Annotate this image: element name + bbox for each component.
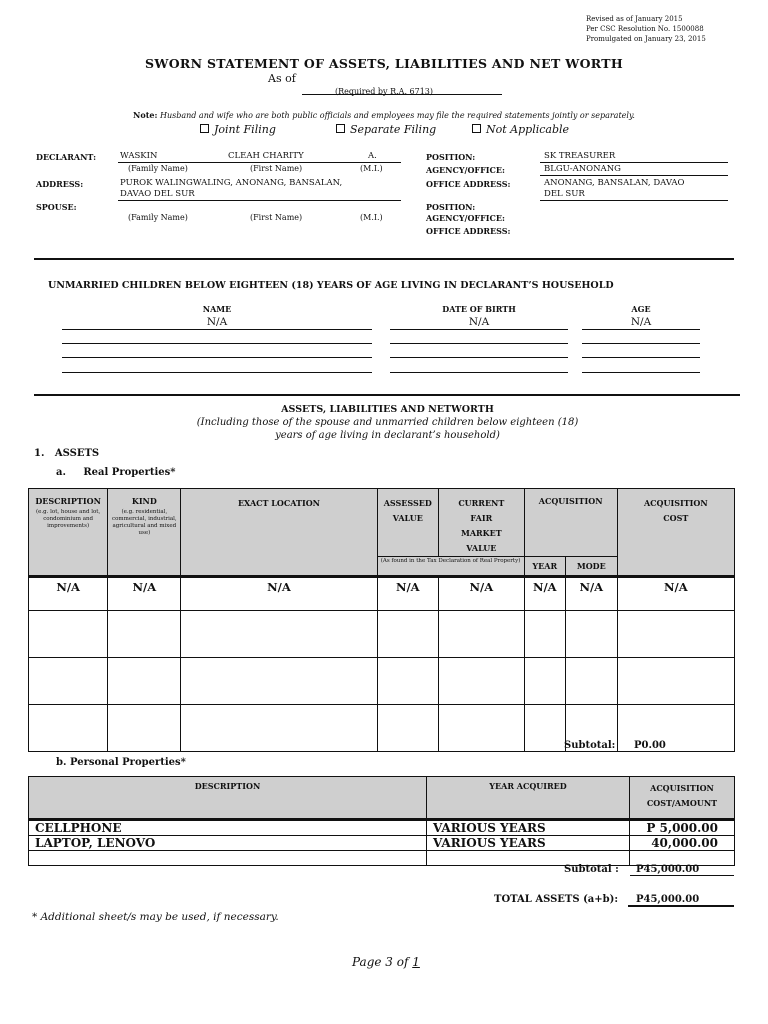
position-label: POSITION: [426,152,476,162]
header-fmv: CURRENT FAIR MARKET VALUE [439,489,525,557]
first-name-caption: (First Name) [250,164,303,173]
table-row [29,577,735,611]
children-age-header: AGE [631,304,651,314]
not-applicable-checkbox[interactable] [472,123,569,136]
personal-properties-heading: b. Personal Properties* [56,757,186,768]
item-year[interactable]: VARIOUS YEARS [427,820,630,836]
real-subtotal-label: Subtotal: [564,740,616,751]
child-row-line [62,357,372,358]
table-cell[interactable] [565,611,617,658]
spouse-position-label: POSITION: [426,202,476,212]
table-cell[interactable] [29,705,108,752]
child-row-line [390,372,568,373]
real-properties-heading: a. Real Properties* [56,467,176,478]
table-cell[interactable] [617,611,734,658]
agency-label: AGENCY/OFFICE: [426,165,505,175]
spouse-family-name-caption: (Family Name) [128,213,188,222]
checkbox-icon [336,124,345,133]
address-label: ADDRESS: [36,179,84,189]
alnw-subtitle: (Including those of the spouse and unmarried children below eighteen (18) [196,417,579,428]
table-cell[interactable] [524,705,565,752]
header-label: ACQUISITION [650,783,714,793]
table-row [29,658,735,705]
table-cell[interactable]: N/A [108,577,181,611]
table-cell[interactable] [524,611,565,658]
child-row-line [390,343,568,344]
table-cell[interactable]: N/A [617,577,734,611]
filing-option-label: Separate Filing [350,123,437,136]
table-cell[interactable]: N/A [29,577,108,611]
table-cell[interactable] [565,658,617,705]
table-cell[interactable] [377,611,439,658]
spouse-agency-label: AGENCY/OFFICE: [426,213,505,223]
table-header-row [29,489,735,557]
table-cell[interactable]: N/A [439,577,525,611]
spouse-first-name-caption: (First Name) [250,213,303,222]
header-fmv-note [377,557,524,577]
filing-option-label: Joint Filing [214,123,276,136]
header-note: (e.g. residential, commercial, industrial, agricultural and mixed use) [112,509,177,536]
table-cell[interactable] [29,658,108,705]
table-cell[interactable]: N/A [377,577,439,611]
child-row-line [390,357,568,358]
filing-note [0,110,768,120]
table-cell[interactable]: N/A [181,577,377,611]
alnw-subtitle: years of age living in declarant’s household) [275,430,500,441]
child-row-line [582,329,700,330]
revision-line: Revised as of January 2015 [586,15,683,23]
table-cell[interactable] [181,611,377,658]
table-cell[interactable] [617,658,734,705]
agency-line [540,175,728,176]
page-number [352,955,420,969]
declarant-first-name[interactable]: CLEAH CHARITY [228,151,304,161]
child-row-line [62,372,372,373]
table-cell[interactable] [108,705,181,752]
office-address-line-1[interactable]: ANONANG, BANSALAN, DAVAO [544,178,685,188]
header-location: EXACT LOCATION [181,489,377,577]
section-divider [34,394,740,396]
child-row-line [62,329,372,330]
table-row [29,836,735,851]
table-cell[interactable] [377,658,439,705]
header-acquisition-cost [630,777,735,820]
declarant-mi[interactable]: A. [368,151,377,161]
header-note: (e.g. lot, house and lot, condominium and improvements) [35,509,101,529]
required-by: (Required by R.A. 6713) [334,87,434,96]
table-row [29,611,735,658]
table-row [29,851,735,866]
header-note: (As found in the Tax Declaration of Real Property) [380,558,521,564]
note-text: Husband and wife who are both public officials and employees may file the required statements jointly or separately. [159,111,635,120]
office-address-line [540,200,728,201]
table-cell[interactable] [181,658,377,705]
header-label: KIND [131,496,157,506]
child-row-line [582,357,700,358]
table-cell[interactable]: N/A [565,577,617,611]
real-subtotal-value[interactable]: P0.00 [626,740,734,752]
filing-option-label: Not Applicable [486,123,570,136]
real-properties-table [28,488,735,752]
children-dob-header: DATE OF BIRTH [442,304,516,314]
spouse-mi-caption: (M.I.) [360,213,383,222]
child-row-line [582,372,700,373]
header-acquisition: ACQUISITION [524,489,617,557]
office-address-line-2[interactable]: DEL SUR [544,189,585,199]
header-kind [108,489,181,577]
table-cell[interactable] [524,658,565,705]
separate-filing-checkbox[interactable] [336,123,436,136]
page-number-total: 1 [412,955,420,969]
item-year[interactable]: VARIOUS YEARS [427,836,630,851]
header-label: DESCRIPTION [35,496,101,506]
declarant-name-line [118,162,401,163]
table-cell[interactable] [439,611,525,658]
additional-sheets-note: * Additional sheet/s may be used, if necessary. [32,911,279,923]
total-assets-value[interactable]: P45,000.00 [628,894,734,907]
table-row [29,820,735,836]
agency-value[interactable]: BLGU-ANONANG [544,164,621,174]
table-cell[interactable] [108,611,181,658]
declarant-label: DECLARANT: [36,152,97,162]
family-name-caption: (Family Name) [128,164,188,173]
child-row-line [390,329,568,330]
header-mode: MODE [565,557,617,577]
item-cost[interactable]: 40,000.00 [630,836,735,851]
mi-caption: (M.I.) [360,164,383,173]
alnw-title: ASSETS, LIABILITIES AND NETWORTH [281,404,494,415]
page-number-prefix: Page 3 of [352,955,409,969]
address-line-1[interactable]: PUROK WALINGWALING, ANONANG, BANSALAN, [120,178,343,188]
child-dob-value[interactable]: N/A [468,316,490,328]
header-label: COST/AMOUNT [646,798,718,808]
item-description[interactable]: CELLPHONE [29,820,427,836]
item-cost[interactable]: P 5,000.00 [630,820,735,836]
position-line [540,162,728,163]
child-row-line [62,343,372,344]
table-cell[interactable] [29,611,108,658]
total-assets-label: TOTAL ASSETS (a+b): [494,894,619,905]
header-year-acquired: YEAR ACQUIRED [427,777,630,820]
position-value[interactable]: SK TREASURER [544,151,616,161]
table-cell[interactable]: N/A [524,577,565,611]
as-of-label: As of [268,72,296,85]
personal-subtotal-value[interactable]: P45,000.00 [630,864,734,876]
declarant-family-name[interactable]: WASKIN [120,151,158,161]
child-age-value[interactable]: N/A [630,316,652,328]
page-title: SWORN STATEMENT OF ASSETS, LIABILITIES AND NET WORTH [145,56,623,71]
header-description: DESCRIPTION [29,777,427,820]
item-description[interactable] [29,851,427,866]
checkbox-icon [200,124,209,133]
revision-note [586,14,706,44]
child-name-value[interactable]: N/A [206,316,228,328]
spouse-label: SPOUSE: [36,202,77,212]
table-header-row [29,777,735,820]
address-line [118,200,401,201]
table-cell[interactable] [108,658,181,705]
address-line-2[interactable]: DAVAO DEL SUR [120,189,195,199]
personal-properties-table [28,776,735,866]
revision-line: Promulgated on January 23, 2015 [586,35,706,43]
joint-filing-checkbox[interactable] [200,123,276,136]
header-cost: ACQUISITION COST [617,489,734,577]
children-section-title: UNMARRIED CHILDREN BELOW EIGHTEEN (18) YEARS OF AGE LIVING IN DECLARANT’S HOUSEHOLD [48,280,614,291]
children-name-header: NAME [202,304,232,314]
table-cell[interactable] [181,705,377,752]
assets-heading: 1. ASSETS [34,448,100,459]
personal-subtotal-label: Subtotal : [564,864,619,875]
header-description [29,489,108,577]
spouse-office-address-label: OFFICE ADDRESS: [426,226,511,236]
header-year: YEAR [524,557,565,577]
item-description[interactable]: LAPTOP, LENOVO [29,836,427,851]
office-address-label: OFFICE ADDRESS: [426,179,511,189]
header-assessed: ASSESSED VALUE [377,489,439,557]
note-label: Note: [133,110,158,120]
table-cell[interactable] [377,705,439,752]
revision-line: Per CSC Resolution No. 1500088 [586,25,704,33]
checkbox-icon [472,124,481,133]
section-divider [34,258,734,260]
table-cell[interactable] [439,705,525,752]
table-cell[interactable] [439,658,525,705]
child-row-line [582,343,700,344]
